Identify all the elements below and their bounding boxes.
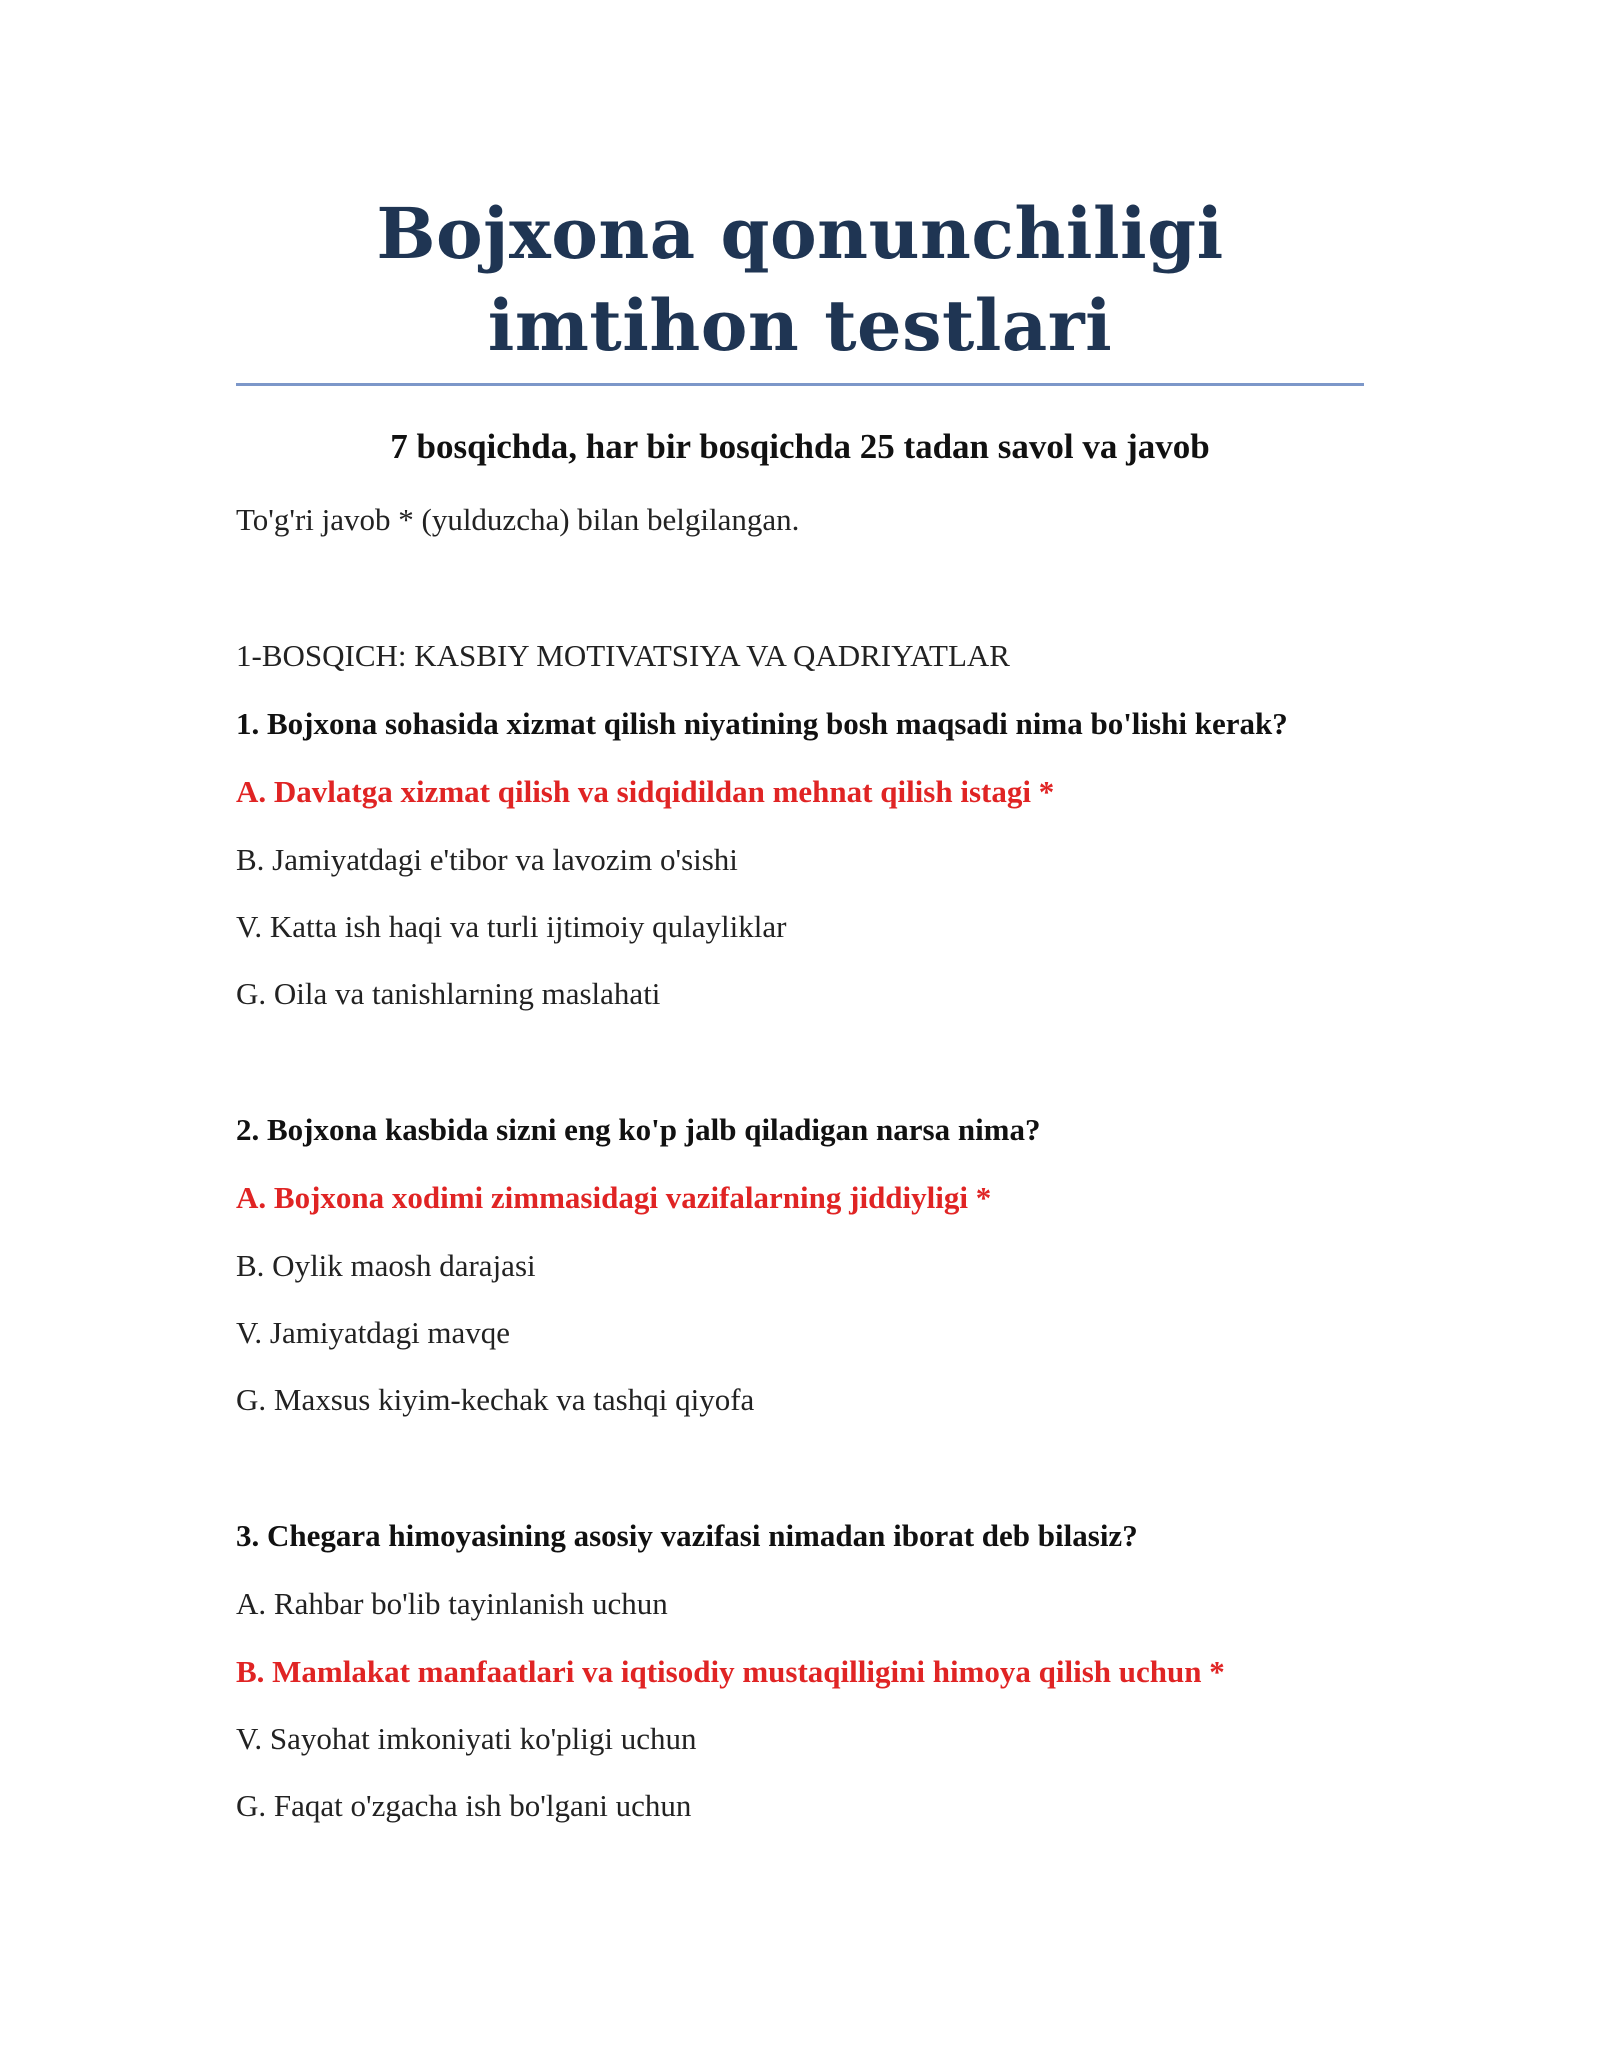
question-1-option-a: A. Davlatga xizmat qilish va sidqidildan mehnat qilish istagi * [236, 774, 1055, 809]
question-3-option-v: V. Sayohat imkoniyati ko'pligi uchun [236, 1721, 697, 1756]
question-1-option-g: G. Oila va tanishlarning maslahati [236, 976, 661, 1011]
title-divider [236, 383, 1364, 386]
question-2-option-v: V. Jamiyatdagi mavqe [236, 1315, 511, 1350]
document-subtitle: 7 bosqichda, har bir bosqichda 25 tadan savol va javob [390, 427, 1210, 466]
question-3-option-a: A. Rahbar bo'lib tayinlanish uchun [236, 1586, 668, 1621]
document-title: Bojxona qonunchiligi imtihon testlari [376, 192, 1224, 367]
title-block [236, 188, 1364, 372]
answer-key-note: To'g'ri javob * (yulduzcha) bilan belgilangan. [236, 502, 800, 537]
question-2-option-b: B. Oylik maosh darajasi [236, 1248, 536, 1283]
question-2-option-g: G. Maxsus kiyim-kechak va tashqi qiyofa [236, 1382, 755, 1417]
question-3-option-g: G. Faqat o'zgacha ish bo'lgani uchun [236, 1788, 692, 1823]
question-2-option-a: A. Bojxona xodimi zimmasidagi vazifalarning jiddiyligi * [236, 1180, 992, 1215]
question-3-option-b: B. Mamlakat manfaatlari va iqtisodiy mustaqilligini himoya qilish uchun * [236, 1654, 1225, 1689]
question-1: 1. Bojxona sohasida xizmat qilish niyatining bosh maqsadi nima bo'lishi kerak? [236, 706, 1288, 741]
question-2: 2. Bojxona kasbida sizni eng ko'p jalb qiladigan narsa nima? [236, 1112, 1041, 1147]
section-heading: 1-BOSQICH: KASBIY MOTIVATSIYA VA QADRIYATLAR [236, 638, 1010, 673]
question-1-option-b: B. Jamiyatdagi e'tibor va lavozim o'sishi [236, 842, 738, 877]
question-1-option-v: V. Katta ish haqi va turli ijtimoiy qulayliklar [236, 909, 787, 944]
question-3: 3. Chegara himoyasining asosiy vazifasi nimadan iborat deb bilasiz? [236, 1518, 1138, 1553]
